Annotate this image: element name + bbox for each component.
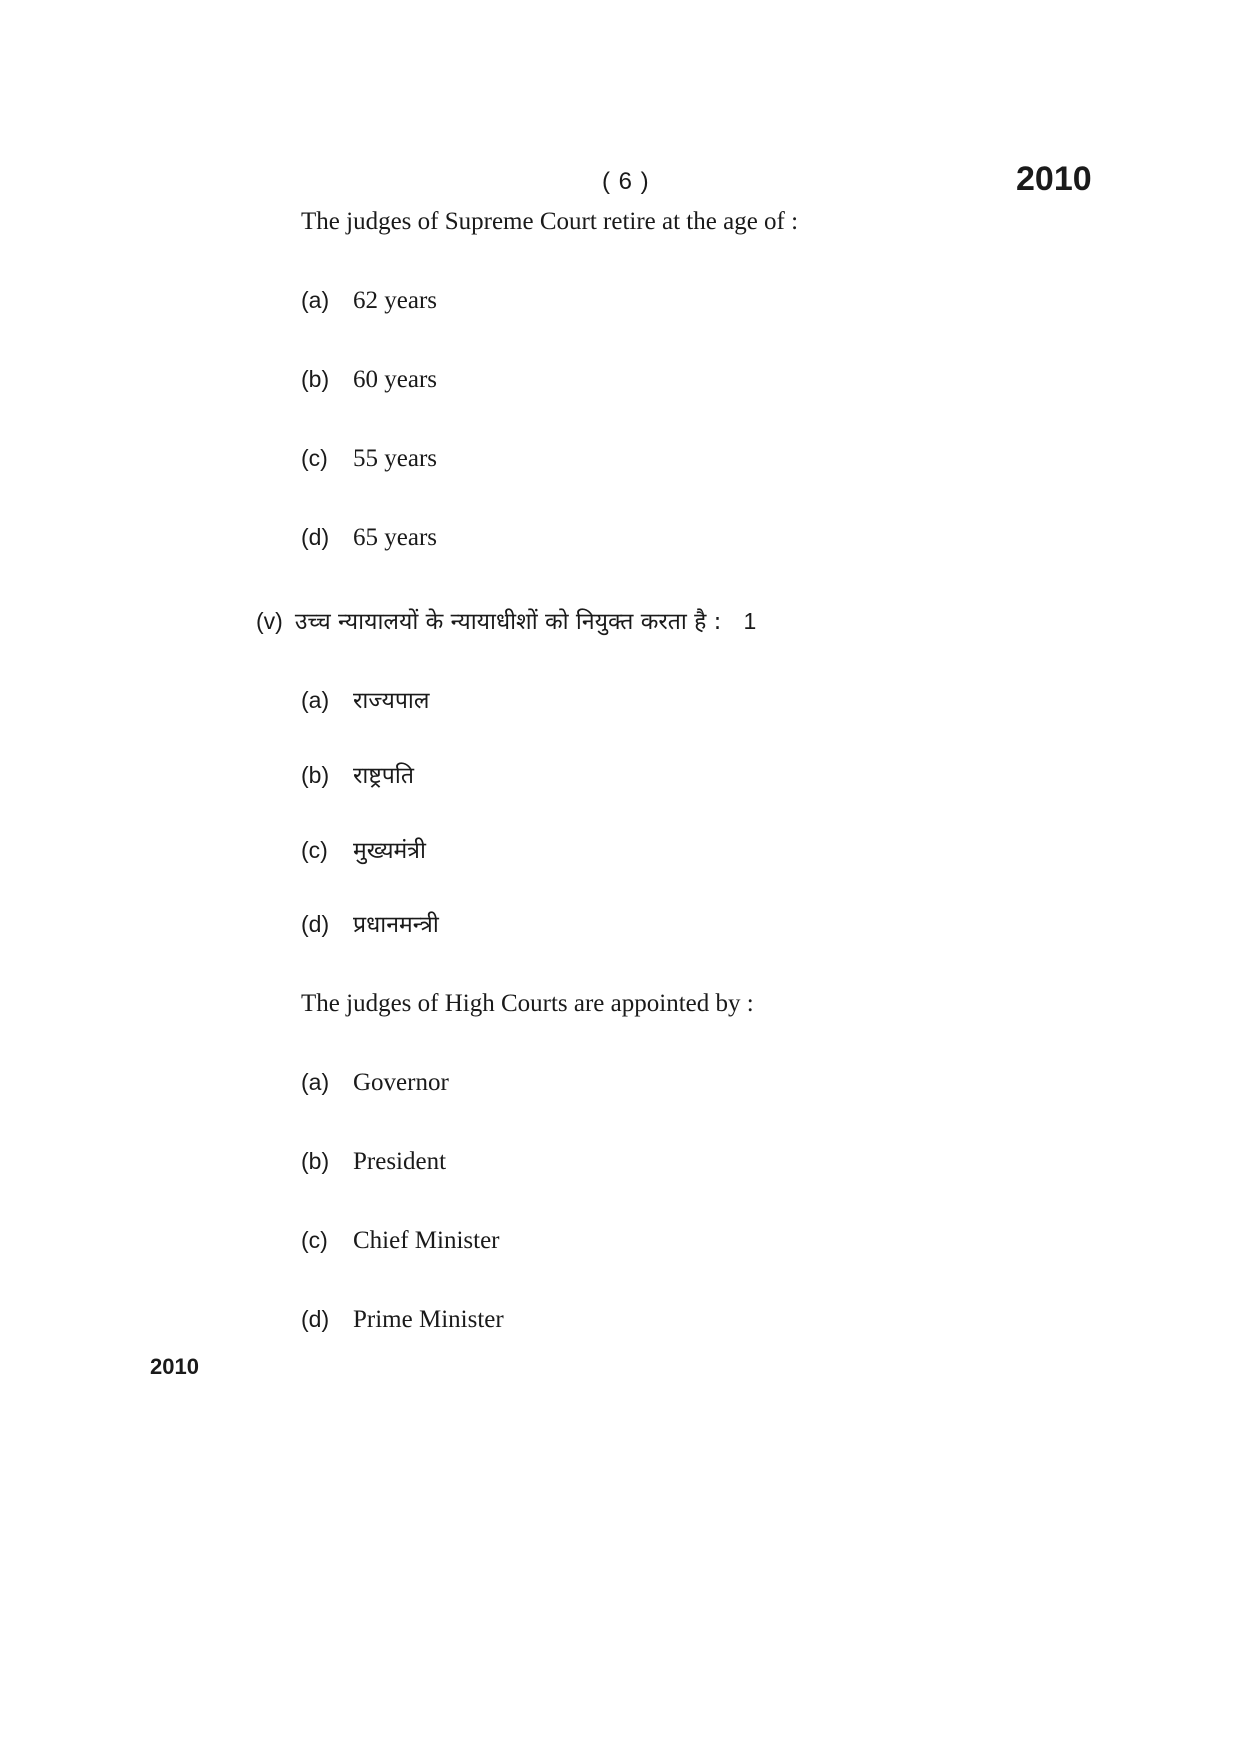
option-label: (a) xyxy=(301,1069,330,1095)
option-text: राष्ट्रपति xyxy=(353,763,414,789)
option-b xyxy=(301,1148,446,1176)
option-a xyxy=(301,1069,449,1097)
option-text: राज्यपाल xyxy=(353,688,430,714)
option-text: Governor xyxy=(353,1069,449,1096)
question-supreme-court-retirement: The judges of Supreme Court retire at the age of : xyxy=(301,208,799,235)
option-b xyxy=(301,758,414,790)
page-number: ( 6 ) xyxy=(602,168,650,195)
paper-code-footer: 2010 xyxy=(150,1354,199,1379)
option-label: (a) xyxy=(301,287,330,313)
option-b xyxy=(301,366,437,394)
option-text: 65 years xyxy=(353,524,437,551)
question-number: (v) xyxy=(256,608,283,634)
option-label: (c) xyxy=(301,837,328,863)
option-label: (a) xyxy=(301,687,330,713)
option-label: (d) xyxy=(301,1306,330,1332)
option-c xyxy=(301,1227,500,1255)
option-label: (c) xyxy=(301,445,328,471)
option-text: Prime Minister xyxy=(353,1306,504,1333)
option-label: (d) xyxy=(301,911,330,937)
option-text: 55 years xyxy=(353,445,437,472)
question-text: उच्च न्यायालयों के न्यायाधीशों को नियुक्त करता है : xyxy=(294,609,722,635)
option-d xyxy=(301,524,437,552)
option-label: (b) xyxy=(301,762,330,788)
question-marks: 1 xyxy=(743,608,757,634)
option-text: 60 years xyxy=(353,366,437,393)
paper-code-header: 2010 xyxy=(1016,160,1092,198)
option-text: Chief Minister xyxy=(353,1227,500,1254)
option-c xyxy=(301,445,437,473)
question-high-court-appointment-hindi xyxy=(256,604,756,636)
option-label: (b) xyxy=(301,366,330,392)
option-a xyxy=(301,683,429,715)
option-label: (b) xyxy=(301,1148,330,1174)
option-label: (d) xyxy=(301,524,330,550)
option-c xyxy=(301,833,426,865)
option-label: (c) xyxy=(301,1227,328,1253)
option-d xyxy=(301,1306,504,1334)
option-text: President xyxy=(353,1148,447,1175)
option-text: प्रधानमन्त्री xyxy=(353,912,439,938)
option-text: मुख्यमंत्री xyxy=(353,838,426,864)
option-d xyxy=(301,907,439,939)
option-a xyxy=(301,287,437,315)
question-high-court-appointment: The judges of High Courts are appointed by : xyxy=(301,990,754,1017)
option-text: 62 years xyxy=(353,287,437,314)
